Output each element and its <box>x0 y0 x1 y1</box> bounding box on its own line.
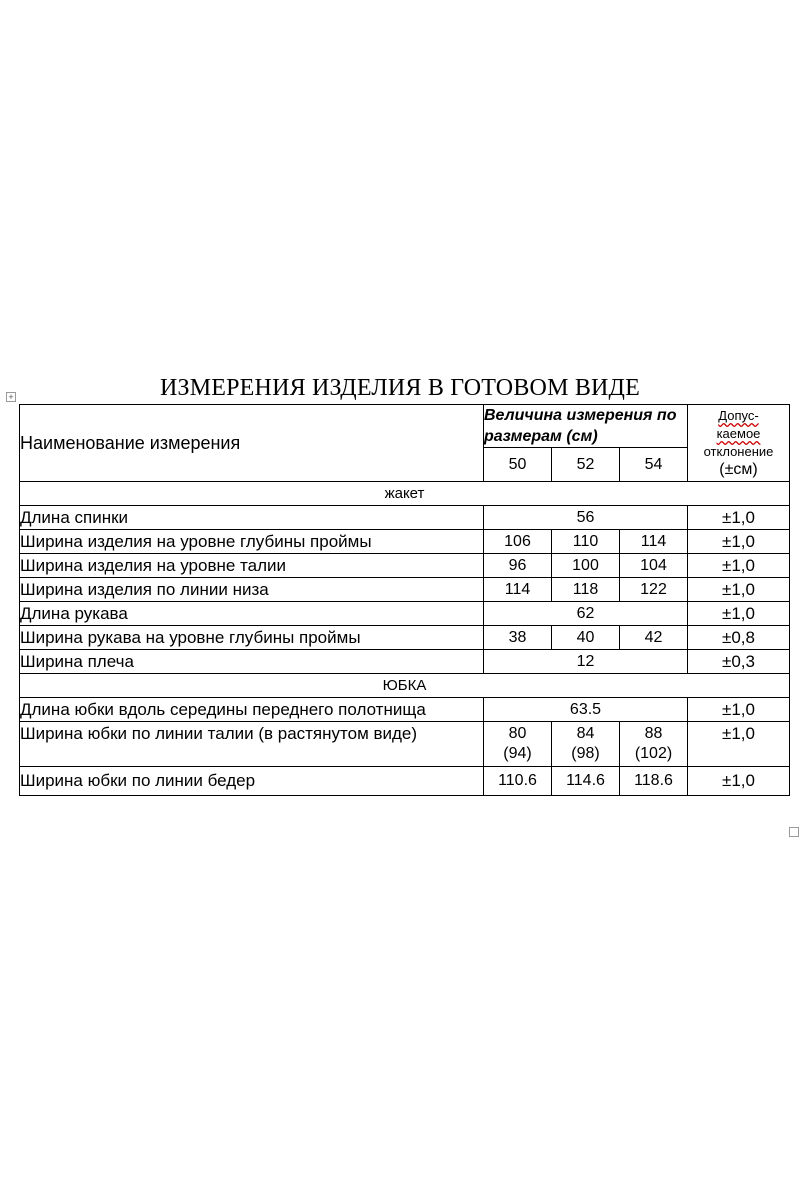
measurement-value: 104 <box>620 554 688 578</box>
measurements-table <box>19 404 790 796</box>
table-row <box>20 722 790 767</box>
measurement-value: 84 (98) <box>552 722 620 767</box>
document-title: ИЗМЕРЕНИЯ ИЗДЕЛИЯ В ГОТОВОМ ВИДЕ <box>159 375 640 401</box>
table-row <box>20 626 790 650</box>
tolerance-value: ±1,0 <box>688 578 790 602</box>
measurement-name: Ширина изделия по линии низа <box>20 578 484 602</box>
table-row <box>20 650 790 674</box>
measurement-value: 12 <box>484 650 688 674</box>
tolerance-value: ±0,8 <box>688 626 790 650</box>
table-row <box>20 530 790 554</box>
table-resize-handle-icon[interactable] <box>789 827 799 837</box>
header-size: 50 <box>484 448 552 482</box>
tolerance-value: ±1,0 <box>688 506 790 530</box>
measurement-value: 80 (94) <box>484 722 552 767</box>
header-size: 54 <box>620 448 688 482</box>
tolerance-value: ±1,0 <box>688 530 790 554</box>
measurement-value: 114.6 <box>552 767 620 796</box>
measurement-name: Ширина плеча <box>20 650 484 674</box>
measurement-name: Ширина юбки по линии бедер <box>20 767 484 796</box>
measurement-value: 56 <box>484 506 688 530</box>
measurement-value: 110.6 <box>484 767 552 796</box>
tolerance-value: ±0,3 <box>688 650 790 674</box>
header-size: 52 <box>552 448 620 482</box>
header-size-group: Величина измерения по размерам (см) <box>484 405 688 448</box>
measurement-value: 96 <box>484 554 552 578</box>
measurement-name: Длина юбки вдоль середины переднего полотнища <box>20 698 484 722</box>
table-row <box>20 554 790 578</box>
measurement-value: 114 <box>620 530 688 554</box>
section-label-jacket: жакет <box>20 482 790 506</box>
table-row <box>20 578 790 602</box>
measurement-value: 62 <box>484 602 688 626</box>
measurement-value: 118 <box>552 578 620 602</box>
tolerance-value: ±1,0 <box>688 767 790 796</box>
measurement-value: 118.6 <box>620 767 688 796</box>
measurement-value: 106 <box>484 530 552 554</box>
measurement-name: Длина спинки <box>20 506 484 530</box>
measurement-value: 63.5 <box>484 698 688 722</box>
tolerance-value: ±1,0 <box>688 554 790 578</box>
table-move-handle-icon[interactable]: + <box>6 392 16 402</box>
table-row <box>20 767 790 796</box>
measurement-value: 100 <box>552 554 620 578</box>
measurement-name: Длина рукава <box>20 602 484 626</box>
measurement-name: Ширина изделия на уровне глубины проймы <box>20 530 484 554</box>
tolerance-value: ±1,0 <box>688 602 790 626</box>
measurement-name: Ширина изделия на уровне талии <box>20 554 484 578</box>
tolerance-value: ±1,0 <box>688 698 790 722</box>
measurement-value: 38 <box>484 626 552 650</box>
measurement-name: Ширина юбки по линии талии (в растянутом виде) <box>20 722 484 767</box>
measurement-value: 42 <box>620 626 688 650</box>
measurement-name: Ширина рукава на уровне глубины проймы <box>20 626 484 650</box>
table-row <box>20 602 790 626</box>
header-tolerance: Допус- каемое отклонение (±см) <box>688 405 790 482</box>
measurement-value: 88 (102) <box>620 722 688 767</box>
table-row <box>20 506 790 530</box>
measurement-value: 40 <box>552 626 620 650</box>
section-label-skirt: ЮБКА <box>20 674 790 698</box>
table-row <box>20 698 790 722</box>
measurement-value: 122 <box>620 578 688 602</box>
header-measurement-name: Наименование измерения <box>20 405 484 482</box>
measurement-value: 114 <box>484 578 552 602</box>
tolerance-value: ±1,0 <box>688 722 790 767</box>
measurement-value: 110 <box>552 530 620 554</box>
